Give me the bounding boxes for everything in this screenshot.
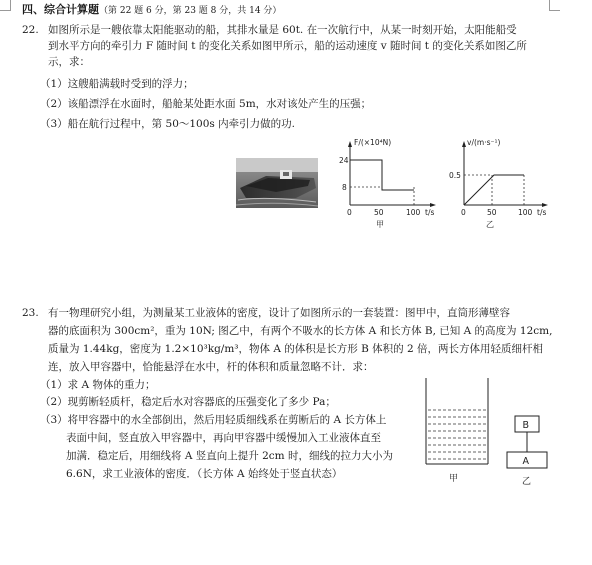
question-23-line-3: 质量为 1.44kg，密度为 1.2×10³kg/m³，物体 A 的体积是长方形 B 体积的 2 倍，两长方体用轻质细杆相 <box>48 343 543 355</box>
water-fill <box>428 410 486 459</box>
question-23-line-2: 器的底面积为 300cm²，重为 10N; 图乙中，有两个不吸水的长方体 A 和长方体 B, 已知 A 的高度为 12cm, <box>48 325 553 337</box>
graph-x-tick-100: 100 <box>518 208 533 217</box>
graph-y-tick-8: 8 <box>342 183 347 192</box>
section-title: 四、综合计算题 <box>22 3 99 16</box>
graph-x-tick-50: 50 <box>374 208 384 217</box>
question-23-sub-1: （1）求 A 物体的重力； <box>40 379 156 391</box>
container-figure <box>418 374 496 486</box>
question-23-sub-3-line-2: 表面中间，竖直放入甲容器中，再向甲容器中缓慢加入工业液体直至 <box>66 432 381 444</box>
question-23-sub-3-line-4: 6.6N，求工业液体的密度．（长方体 A 始终处于竖直状态） <box>66 468 343 480</box>
graph-x-arrow <box>430 203 436 207</box>
block-a-label: A <box>522 456 529 467</box>
graph-x-arrow <box>542 203 548 207</box>
question-22-line-1: 如图所示是一艘依靠太阳能驱动的船，其排水量是 60t. 在一次航行中，从某一时刻开始，太阳能船受 <box>48 24 517 36</box>
question-22-number: 22. <box>22 24 39 36</box>
graph-y-arrow <box>348 141 352 147</box>
graph-caption-yi: 乙 <box>486 220 494 229</box>
question-22-line-3: 示，求： <box>48 56 90 68</box>
graph-x-label: t/s <box>537 208 547 217</box>
question-23-number: 23. <box>22 307 39 319</box>
velocity-time-graph <box>448 137 552 229</box>
question-23-sub-2: （2）现剪断轻质杆，稳定后水对容器底的压强变化了多少 Pa； <box>40 396 336 408</box>
graph-x-tick-100: 100 <box>406 208 421 217</box>
question-22-sub-2: （2）该船漂浮在水面时，船舱某处距水面 5m，水对该处产生的压强； <box>40 98 372 110</box>
section-score-note: （第 22 题 6 分，第 23 题 8 分，共 14 分） <box>99 6 282 16</box>
question-23-sub-3-line-3: 加满．稳定后，用细线将 A 竖直向上提升 2cm 时，细线的拉力大小为 <box>66 450 393 462</box>
question-22-sub-3: （3）船在航行过程中，第 50～100s 内牵引力做的功. <box>40 118 295 130</box>
solar-boat-photo <box>236 158 318 208</box>
container-caption: 甲 <box>449 474 459 484</box>
blocks-caption: 乙 <box>522 477 532 487</box>
question-22-line-2: 到水平方向的牵引力 F 随时间 t 的变化关系如图甲所示，船的运动速度 v 随时间 t 的变化关系如图乙所 <box>48 40 527 52</box>
graph-y-tick-0-5: 0.5 <box>449 171 461 180</box>
velocity-series-line <box>464 175 524 205</box>
graph-caption-jia: 甲 <box>376 220 384 229</box>
graph-origin-label: 0 <box>347 208 352 217</box>
page-corner-mark <box>549 0 560 11</box>
force-series-line <box>350 160 414 190</box>
question-23-sub-3-line-1: （3）将甲容器中的水全部倒出，然后用轻质细线系在剪断后的 A 长方体上 <box>40 414 387 426</box>
graph-y-label: F/(×10⁴N) <box>354 138 392 147</box>
section-heading <box>22 3 281 18</box>
graph-origin-label: 0 <box>461 208 466 217</box>
graph-y-tick-24: 24 <box>339 156 349 165</box>
question-23-line-4: 连，放入甲容器中，恰能悬浮在水中，杆的体积和质量忽略不计．求： <box>48 361 374 373</box>
graph-y-label: v/(m·s⁻¹) <box>467 138 501 147</box>
force-time-graph <box>336 137 440 229</box>
block-b-label: B <box>522 420 530 431</box>
question-23-line-1: 有一物理研究小组，为测量某工业液体的密度，设计了如图所示的一套装置：图甲中，直筒形薄壁容 <box>48 307 510 319</box>
question-22-sub-1: （1）这艘船满载时受到的浮力； <box>40 78 194 90</box>
graph-x-tick-50: 50 <box>487 208 497 217</box>
page-corner-mark <box>0 0 11 11</box>
blocks-figure <box>505 414 555 488</box>
graph-x-label: t/s <box>425 208 435 217</box>
graph-y-arrow <box>462 141 466 147</box>
